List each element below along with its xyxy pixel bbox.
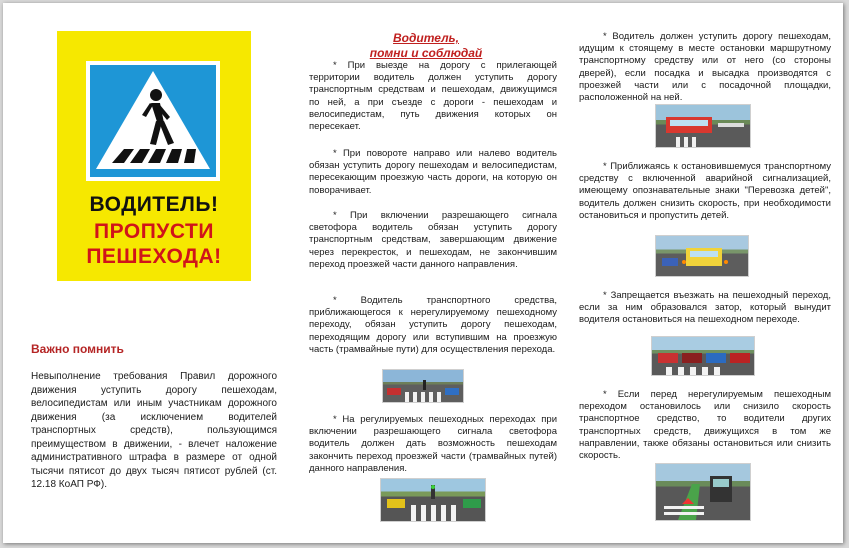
traffic-jam-crossing-illustration xyxy=(651,336,755,376)
important-heading: Важно помнить xyxy=(31,342,124,356)
poster-line-3: ПЕШЕХОДА! xyxy=(86,245,222,268)
pedestrian-poster xyxy=(57,31,251,281)
rule-paragraph: * Приближаясь к остановившемуся транспортному средству с включенной аварийной сигнализацией, имеющему опознавательные знаки "Перевозка детей", водитель должен снизить скорость, при необходимости остановиться и пропустить детей. xyxy=(579,161,831,221)
rule-paragraph: * Водитель должен уступить дорогу пешеходам, идущим к стоящему в месте остановки маршрутному транспортному средству или от него (со стороны дверей), если посадка и высадка производятся с проезжей части или с посадочной площадки, расположенной на ней. xyxy=(579,31,831,104)
poster-line-1: ВОДИТЕЛЬ! xyxy=(89,193,219,216)
section-title-line-1: Водитель, xyxy=(393,31,459,45)
stopped-vehicle-crossing-illustration xyxy=(655,463,751,521)
rule-paragraph: * Запрещается въезжать на пешеходный переход, если за ним образовался затор, который вынудит водителя остановиться на пешеходном переходе. xyxy=(579,290,831,326)
brochure-page xyxy=(3,3,843,543)
important-text: Невыполнение требования Правил дорожного движения уступить дорогу пешеходам, велосипедистам или иным участникам дорожного движения (за исключением водителей транспортных средств), пользующимся преимуществом в движении, - влечет наложение административного штрафа в размере от одной тысячи пятисот до двух тысяч пятисот рублей (ст. 12.18 КоАП РФ). xyxy=(31,371,277,490)
tram-stop-illustration xyxy=(655,104,751,148)
rule-paragraph: * При включении разрешающего сигнала светофора водитель обязан уступить дорогу транспортным средствам, завершающим движение через перекресток, и пешеходам, не закончившим переход проезжей части данного направления. xyxy=(309,210,557,270)
rule-paragraph: * На регулируемых пешеходных переходах при включении разрешающего сигнала светофора водитель должен дать возможность пешеходам закончить переход проезжей части (трамвайных путей) данного направления. xyxy=(309,414,557,474)
crosswalk-scene-illustration xyxy=(382,369,464,403)
pedestrian-triangle-graphic xyxy=(90,65,216,177)
pedestrian-crossing-sign-icon xyxy=(86,61,220,181)
rule-paragraph: * При повороте направо или налево водитель обязан уступить дорогу пешеходам и велосипедистам, пересекающим проезжую часть дороги, на которую он поворачивает. xyxy=(309,148,557,196)
section-title-line-2: помни и соблюдай xyxy=(369,46,483,60)
children-transport-illustration xyxy=(655,235,749,277)
poster-line-2: ПРОПУСТИ xyxy=(94,220,214,243)
rule-paragraph: * Если перед нерегулируемым пешеходным переходом остановилось или снизило скорость транспортное средство, то водители других транспортных средств, движущихся в том же направлении, также обязаны остановиться или снизить скорость. xyxy=(579,389,831,462)
regulated-crossing-illustration xyxy=(380,478,486,522)
rule-paragraph: * Водитель транспортного средства, приближающегося к нерегулируемому пешеходному переходу, обязан уступить дорогу пешеходам, переходящим дорогу или вступившим на проезжую часть (трамвайные пути) для осуществления перехода. xyxy=(309,295,557,355)
rule-paragraph: * При выезде на дорогу с прилегающей территории водитель должен уступить дорогу транспортным средствам и пешеходам, движущимся по ней, а при съезде с дороги - пешеходам и велосипедистам, путь движения которых он пересекает. xyxy=(309,60,557,133)
